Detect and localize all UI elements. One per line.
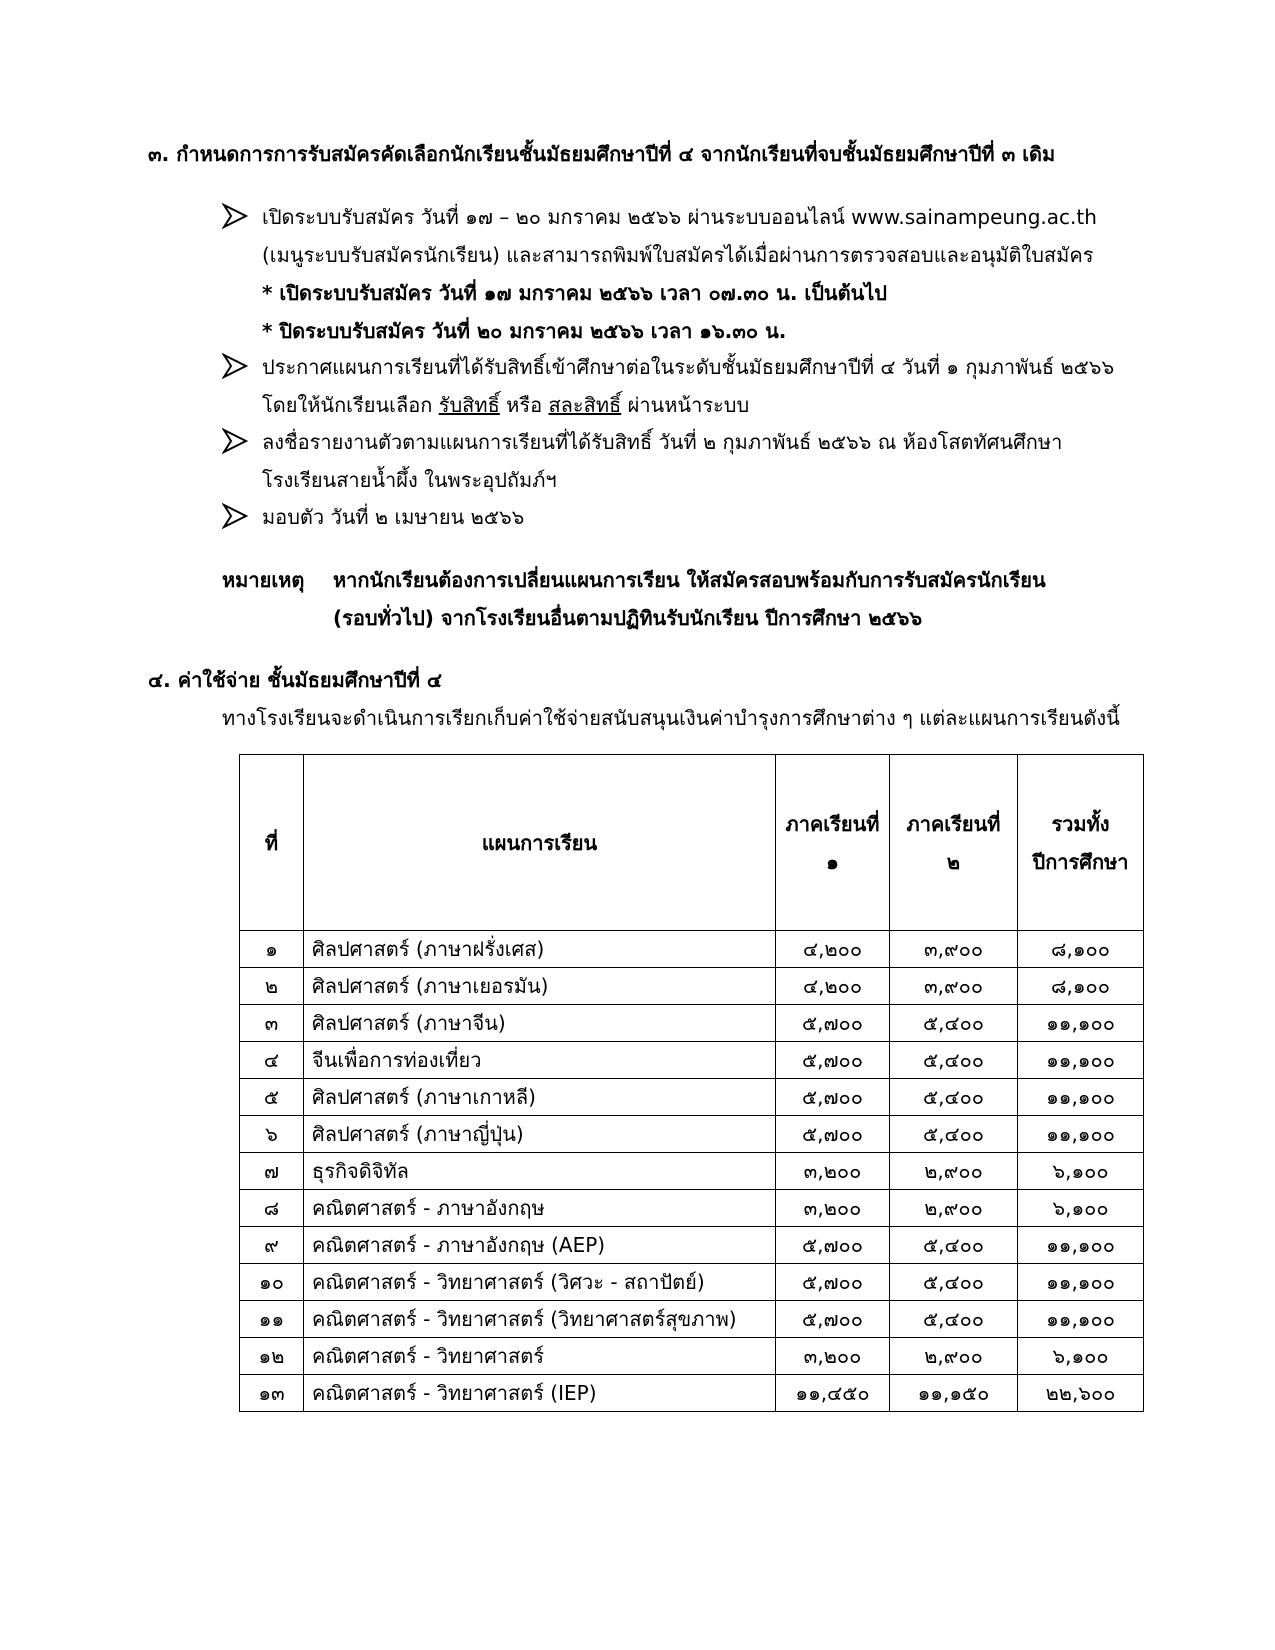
table-row: [240, 1301, 1144, 1338]
header-term-2-line-2: ๒: [946, 849, 961, 874]
row-term-1: ๓,๒๐๐: [776, 1153, 890, 1190]
header-total-line-1: รวมทั้ง: [1051, 811, 1110, 836]
row-no: ๑๒: [240, 1338, 304, 1375]
row-no: ๒: [240, 968, 304, 1005]
bullet-2-line-2: [262, 389, 749, 421]
row-no: ๔: [240, 1042, 304, 1079]
row-plan: คณิตศาสตร์ - วิทยาศาสตร์ (วิศวะ - สถาปัตย์): [304, 1264, 776, 1301]
row-term-2: ๓,๙๐๐: [890, 968, 1018, 1005]
row-total: ๑๑,๑๐๐: [1018, 1042, 1144, 1079]
table-row: [240, 1190, 1144, 1227]
row-plan: ศิลปศาสตร์ (ภาษาเยอรมัน): [304, 968, 776, 1005]
row-plan: ศิลปศาสตร์ (ภาษาญี่ปุ่น): [304, 1116, 776, 1153]
header-term-1-line-1: ภาคเรียนที่: [785, 811, 880, 836]
row-plan: จีนเพื่อการท่องเที่ยว: [304, 1042, 776, 1079]
row-term-1: ๕,๗๐๐: [776, 1264, 890, 1301]
arrow-bullet-icon: [222, 203, 248, 229]
row-term-2: ๕,๔๐๐: [890, 1264, 1018, 1301]
header-total: [1018, 755, 1144, 931]
row-term-1: ๕,๗๐๐: [776, 1005, 890, 1042]
row-total: ๑๑,๑๐๐: [1018, 1301, 1144, 1338]
table-row: [240, 1264, 1144, 1301]
accept-right-text: รับสิทธิ์: [438, 393, 500, 417]
table-row: [240, 1153, 1144, 1190]
header-plan: แผนการเรียน: [304, 755, 776, 931]
arrow-bullet-icon: [222, 503, 248, 529]
table-row: [240, 1005, 1144, 1042]
table-row: [240, 1375, 1144, 1412]
row-term-1: ๕,๗๐๐: [776, 1301, 890, 1338]
row-total: ๑๑,๑๐๐: [1018, 1116, 1144, 1153]
or-text: หรือ: [506, 393, 543, 417]
row-no: ๑: [240, 931, 304, 968]
bullet-1-line-1: เปิดระบบรับสมัคร วันที่ ๑๗ – ๒๐ มกราคม ๒๕๖๖ ผ่านระบบออนไลน์ www.sainampeung.ac.th: [262, 205, 1097, 229]
row-plan: คณิตศาสตร์ - วิทยาศาสตร์ (วิทยาศาสตร์สุขภาพ): [304, 1301, 776, 1338]
row-plan: คณิตศาสตร์ - วิทยาศาสตร์: [304, 1338, 776, 1375]
row-plan: ศิลปศาสตร์ (ภาษาจีน): [304, 1005, 776, 1042]
row-total: ๑๑,๑๐๐: [1018, 1264, 1144, 1301]
row-term-2: ๕,๔๐๐: [890, 1227, 1018, 1264]
row-term-2: ๑๑,๑๕๐: [890, 1375, 1018, 1412]
table-header-row: [240, 755, 1144, 931]
row-plan: ธุรกิจดิจิทัล: [304, 1153, 776, 1190]
row-no: ๑๐: [240, 1264, 304, 1301]
row-term-2: ๒,๙๐๐: [890, 1338, 1018, 1375]
row-term-1: ๕,๗๐๐: [776, 1116, 890, 1153]
header-term-1-line-2: ๑: [826, 849, 839, 874]
row-total: ๑๑,๑๐๐: [1018, 1079, 1144, 1116]
row-total: ๑๑,๑๐๐: [1018, 1005, 1144, 1042]
header-total-line-2: ปีการศึกษา: [1032, 849, 1129, 874]
header-term-2: [890, 755, 1018, 931]
header-term-1: [776, 755, 890, 931]
row-plan: คณิตศาสตร์ - ภาษาอังกฤษ (AEP): [304, 1227, 776, 1264]
row-no: ๖: [240, 1116, 304, 1153]
row-term-2: ๒,๙๐๐: [890, 1153, 1018, 1190]
bullet-3-line-2: โรงเรียนสายน้ำผึ้ง ในพระอุปถัมภ์ฯ: [262, 468, 557, 492]
table-row: [240, 1338, 1144, 1375]
row-term-1: ๕,๗๐๐: [776, 1227, 890, 1264]
row-total: ๒๒,๖๐๐: [1018, 1375, 1144, 1412]
row-total: ๖,๑๐๐: [1018, 1190, 1144, 1227]
section-3-heading: ๓. กำหนดการการรับสมัครคัดเลือกนักเรียนชั้นมัธยมศึกษาปีที่ ๔ จากนักเรียนที่จบชั้นมัธยมศึกษาปีที่ ๓ เดิม: [148, 142, 1056, 166]
row-no: ๙: [240, 1227, 304, 1264]
row-term-1: ๓,๒๐๐: [776, 1190, 890, 1227]
table-row: [240, 1227, 1144, 1264]
row-no: ๕: [240, 1079, 304, 1116]
row-term-2: ๕,๔๐๐: [890, 1042, 1018, 1079]
section-4-intro: ทางโรงเรียนจะดำเนินการเรียกเก็บค่าใช้จ่ายสนับสนุนเงินค่าบำรุงการศึกษาต่าง ๆ แต่ละแผนการเรียนดังนี้: [222, 706, 1120, 730]
header-term-2-line-1: ภาคเรียนที่: [906, 811, 1001, 836]
row-plan: ศิลปศาสตร์ (ภาษาเกาหลี): [304, 1079, 776, 1116]
table-row: [240, 968, 1144, 1005]
table-row: [240, 931, 1144, 968]
note-label: หมายเหตุ: [222, 568, 305, 592]
section-4-heading: ๔. ค่าใช้จ่าย ชั้นมัธยมศึกษาปีที่ ๔: [148, 668, 443, 692]
waive-right-text: สละสิทธิ์: [548, 393, 622, 417]
row-term-2: ๕,๔๐๐: [890, 1301, 1018, 1338]
row-plan: คณิตศาสตร์ - วิทยาศาสตร์ (IEP): [304, 1375, 776, 1412]
table-row: [240, 1116, 1144, 1153]
row-plan: คณิตศาสตร์ - ภาษาอังกฤษ: [304, 1190, 776, 1227]
close-date-note: * ปิดระบบรับสมัคร วันที่ ๒๐ มกราคม ๒๕๖๖ เวลา ๑๖.๓๐ น.: [262, 319, 787, 343]
bullet-3-line-1: ลงชื่อรายงานตัวตามแผนการเรียนที่ได้รับสิทธิ์ วันที่ ๒ กุมภาพันธ์ ๒๕๖๖ ณ ห้องโสตทัศนศึกษา: [262, 430, 1063, 454]
table-row: [240, 1079, 1144, 1116]
row-no: ๓: [240, 1005, 304, 1042]
row-term-1: ๑๑,๔๕๐: [776, 1375, 890, 1412]
table-row: [240, 1042, 1144, 1079]
row-term-2: ๕,๔๐๐: [890, 1079, 1018, 1116]
row-no: ๑๑: [240, 1301, 304, 1338]
open-date-note: * เปิดระบบรับสมัคร วันที่ ๑๗ มกราคม ๒๕๖๖ เวลา ๐๗.๓๐ น. เป็นต้นไป: [262, 281, 887, 305]
note-line-2: (รอบทั่วไป) จากโรงเรียนอื่นตามปฏิทินรับนักเรียน ปีการศึกษา ๒๕๖๖: [333, 606, 923, 630]
row-term-1: ๔,๒๐๐: [776, 968, 890, 1005]
row-no: ๗: [240, 1153, 304, 1190]
row-term-1: ๕,๗๐๐: [776, 1079, 890, 1116]
arrow-bullet-icon: [222, 428, 248, 454]
row-plan: ศิลปศาสตร์ (ภาษาฝรั่งเศส): [304, 931, 776, 968]
bullet-2-prefix: โดยให้นักเรียนเลือก: [262, 393, 433, 417]
arrow-bullet-icon: [222, 353, 248, 379]
row-total: ๘,๑๐๐: [1018, 968, 1144, 1005]
row-term-1: ๓,๒๐๐: [776, 1338, 890, 1375]
bullet-1-line-2: (เมนูระบบรับสมัครนักเรียน) และสามารถพิมพ์ใบสมัครได้เมื่อผ่านการตรวจสอบและอนุมัติใบสมัคร: [262, 243, 1094, 267]
row-term-1: ๕,๗๐๐: [776, 1042, 890, 1079]
bullet-2-line-1: ประกาศแผนการเรียนที่ได้รับสิทธิ์เข้าศึกษาต่อในระดับชั้นมัธยมศึกษาปีที่ ๔ วันที่ ๑ กุมภาพันธ์ ๒๕๖๖: [262, 355, 1115, 379]
row-term-2: ๒,๙๐๐: [890, 1190, 1018, 1227]
row-total: ๑๑,๑๐๐: [1018, 1227, 1144, 1264]
row-term-1: ๔,๒๐๐: [776, 931, 890, 968]
fees-table: [239, 754, 1144, 1412]
header-no: ที่: [240, 755, 304, 931]
row-no: ๘: [240, 1190, 304, 1227]
row-total: ๖,๑๐๐: [1018, 1153, 1144, 1190]
row-total: ๖,๑๐๐: [1018, 1338, 1144, 1375]
note-line-1: หากนักเรียนต้องการเปลี่ยนแผนการเรียน ให้สมัครสอบพร้อมกับการรับสมัครนักเรียน: [333, 568, 1046, 592]
row-term-2: ๕,๔๐๐: [890, 1116, 1018, 1153]
bullet-2-suffix: ผ่านหน้าระบบ: [627, 393, 750, 417]
row-no: ๑๓: [240, 1375, 304, 1412]
row-term-2: ๓,๙๐๐: [890, 931, 1018, 968]
bullet-4: มอบตัว วันที่ ๒ เมษายน ๒๕๖๖: [262, 505, 525, 529]
row-term-2: ๕,๔๐๐: [890, 1005, 1018, 1042]
row-total: ๘,๑๐๐: [1018, 931, 1144, 968]
